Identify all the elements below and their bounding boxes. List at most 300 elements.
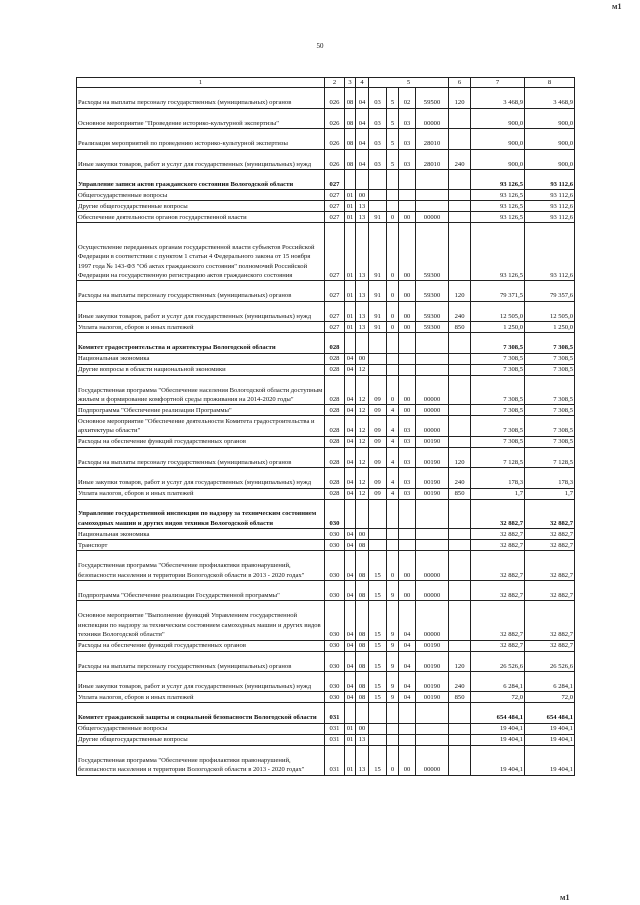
row-name-cell: Подпрограмма "Обеспечение реализации Программы" [77,405,325,416]
row-name-cell: Транспорт [77,540,325,551]
row-value-cell: 19 404,1 [471,745,525,775]
row-name-cell: Государственная программа "Обеспечение населения Вологодской области доступным жильем и формирование комфортной среды проживания на 2014-2020 годы" [77,375,325,405]
row-value-cell: 7 128,5 [471,447,525,467]
row-value-cell: 026 [325,129,345,149]
row-value-cell [449,375,471,405]
table-row [77,333,575,353]
row-value-cell: 19 404,1 [525,723,575,734]
row-value-cell: 12 [356,488,369,499]
row-value-cell [449,529,471,540]
row-value-cell: 1,7 [525,488,575,499]
row-value-cell [449,703,471,723]
row-value-cell: 59300 [416,301,449,321]
row-value-cell: 93 112,6 [525,201,575,212]
row-value-cell [416,734,449,745]
row-value-cell [416,723,449,734]
row-value-cell: 028 [325,364,345,375]
row-value-cell: 026 [325,88,345,108]
row-value-cell: 028 [325,436,345,447]
row-value-cell: 00 [399,375,416,405]
row-value-cell: 59500 [416,88,449,108]
row-value-cell [416,169,449,189]
row-value-cell: 0 [387,375,399,405]
row-name-cell: Реализация мероприятий по проведению историко-культурной экспертизы [77,129,325,149]
row-value-cell: 0 [387,322,399,333]
header-cell: 6 [449,78,471,88]
row-value-cell: 026 [325,108,345,128]
row-value-cell: 01 [345,223,356,281]
row-value-cell: 04 [345,436,356,447]
row-value-cell: 027 [325,322,345,333]
row-value-cell: 5 [387,108,399,128]
row-value-cell [369,734,387,745]
row-value-cell: 32 882,7 [525,581,575,601]
row-value-cell: 04 [345,692,356,703]
row-value-cell: 32 882,7 [471,540,525,551]
row-value-cell: 0 [387,745,399,775]
row-value-cell: 28010 [416,129,449,149]
row-value-cell: 0 [387,551,399,581]
row-value-cell: 04 [399,640,416,651]
row-value-cell: 4 [387,447,399,467]
row-value-cell: 32 882,7 [525,551,575,581]
row-value-cell: 4 [387,416,399,436]
row-value-cell [416,540,449,551]
row-value-cell [356,499,369,529]
row-value-cell: 900,0 [525,108,575,128]
row-value-cell: 00000 [416,212,449,223]
row-value-cell: 15 [369,745,387,775]
row-value-cell: 00 [356,190,369,201]
table-row [77,375,575,405]
row-value-cell: 00 [356,529,369,540]
row-value-cell: 93 126,5 [471,201,525,212]
row-name-cell: Основное мероприятие "Проведение историко-культурной экспертизы" [77,108,325,128]
row-value-cell [369,333,387,353]
row-value-cell [345,169,356,189]
table-row [77,540,575,551]
row-value-cell: 4 [387,405,399,416]
row-value-cell: 7 308,5 [471,333,525,353]
row-value-cell: 178,3 [525,468,575,488]
row-value-cell: 900,0 [471,149,525,169]
row-value-cell: 00190 [416,468,449,488]
row-value-cell [416,529,449,540]
row-value-cell: 93 112,6 [525,169,575,189]
row-value-cell: 0 [387,212,399,223]
row-value-cell [369,353,387,364]
row-value-cell: 7 308,5 [471,353,525,364]
row-value-cell: 028 [325,447,345,467]
row-value-cell: 027 [325,223,345,281]
row-name-cell: Управление записи актов гражданского состояния Вологодской области [77,169,325,189]
table-row [77,601,575,640]
row-value-cell: 32 882,7 [525,529,575,540]
row-value-cell: 12 505,0 [471,301,525,321]
row-value-cell: 32 882,7 [525,540,575,551]
row-value-cell: 031 [325,745,345,775]
row-name-cell: Основное мероприятие "Выполнение функций Управлением государственной инспекции по надзору за техническим состоянием самоходных машин и других видов техники Вологодской области" [77,601,325,640]
row-value-cell: 04 [399,672,416,692]
row-value-cell: 00000 [416,405,449,416]
row-value-cell: 7 308,5 [471,364,525,375]
row-value-cell [387,353,399,364]
row-value-cell: 19 404,1 [471,723,525,734]
row-value-cell: 654 484,1 [471,703,525,723]
row-value-cell: 850 [449,488,471,499]
row-name-cell: Управление государственной инспекции по надзору за техническим состоянием самоходных машин и других видов техники Вологодской области [77,499,325,529]
row-value-cell: 04 [345,447,356,467]
row-value-cell [369,364,387,375]
row-value-cell: 7 308,5 [525,364,575,375]
row-value-cell: 03 [369,88,387,108]
row-value-cell: 13 [356,281,369,301]
row-value-cell: 12 [356,364,369,375]
row-value-cell: 91 [369,212,387,223]
row-value-cell: 93 126,5 [471,169,525,189]
row-value-cell: 04 [356,108,369,128]
row-value-cell: 7 308,5 [525,416,575,436]
row-value-cell: 03 [369,149,387,169]
row-value-cell [416,703,449,723]
row-value-cell [449,436,471,447]
row-value-cell: 028 [325,488,345,499]
row-value-cell: 04 [399,692,416,703]
row-value-cell: 79 371,5 [471,281,525,301]
row-value-cell [399,540,416,551]
table-row [77,364,575,375]
row-value-cell [449,640,471,651]
row-value-cell: 59300 [416,223,449,281]
row-value-cell: 08 [356,672,369,692]
row-value-cell: 01 [345,212,356,223]
row-value-cell: 031 [325,703,345,723]
row-value-cell [399,333,416,353]
row-value-cell [449,190,471,201]
row-name-cell: Осуществление переданных органам государственной власти субъектов Российской Федерации в соответствии с пунктом 1 статьи 4 Федерального закона от 15 ноября 1997 года № 143-ФЗ "Об актах гражданского состояния" полномочий Российской Федерации на государственную регистрацию актов гражданского состояния [77,223,325,281]
row-value-cell [399,190,416,201]
row-name-cell: Иные закупки товаров, работ и услуг для государственных (муниципальных) нужд [77,149,325,169]
row-name-cell: Комитет градостроительства и архитектуры Вологодской области [77,333,325,353]
table-row [77,745,575,775]
row-value-cell: 26 526,6 [525,651,575,671]
row-value-cell: 08 [345,108,356,128]
row-value-cell: 09 [369,405,387,416]
table-row [77,149,575,169]
row-value-cell: 031 [325,723,345,734]
row-value-cell: 00190 [416,692,449,703]
row-value-cell [369,190,387,201]
row-value-cell: 15 [369,672,387,692]
header-row [77,78,575,88]
row-value-cell: 030 [325,540,345,551]
row-value-cell: 00190 [416,651,449,671]
row-value-cell: 028 [325,468,345,488]
row-value-cell: 13 [356,212,369,223]
row-value-cell: 240 [449,149,471,169]
row-value-cell: 08 [345,129,356,149]
row-value-cell: 12 [356,468,369,488]
row-value-cell: 120 [449,651,471,671]
row-value-cell [449,223,471,281]
row-value-cell [449,405,471,416]
row-value-cell: 120 [449,281,471,301]
row-value-cell: 120 [449,88,471,108]
row-value-cell: 01 [345,281,356,301]
corner-mark-top: м1 [612,2,622,11]
row-value-cell: 0 [387,301,399,321]
row-value-cell: 7 308,5 [525,375,575,405]
table-row [77,129,575,149]
row-value-cell: 08 [356,601,369,640]
row-value-cell: 028 [325,375,345,405]
row-value-cell [387,190,399,201]
table-row [77,416,575,436]
row-value-cell: 04 [345,651,356,671]
row-value-cell: 32 882,7 [471,640,525,651]
row-value-cell: 15 [369,601,387,640]
row-value-cell: 00 [399,301,416,321]
row-value-cell: 00190 [416,436,449,447]
row-value-cell: 09 [369,375,387,405]
row-value-cell: 93 126,5 [471,223,525,281]
row-value-cell: 00 [356,723,369,734]
row-value-cell [449,601,471,640]
row-value-cell: 93 112,6 [525,223,575,281]
row-value-cell [449,551,471,581]
table-row [77,212,575,223]
row-name-cell: Национальная экономика [77,529,325,540]
row-value-cell: 900,0 [525,149,575,169]
row-value-cell: 00000 [416,375,449,405]
row-value-cell: 01 [345,190,356,201]
row-value-cell: 03 [399,108,416,128]
header-cell: 7 [471,78,525,88]
row-name-cell: Расходы на обеспечение функций государственных органов [77,640,325,651]
row-value-cell: 030 [325,551,345,581]
row-value-cell [399,353,416,364]
row-value-cell: 027 [325,281,345,301]
table-row [77,723,575,734]
row-value-cell [369,529,387,540]
row-value-cell: 00000 [416,745,449,775]
row-value-cell [387,703,399,723]
row-value-cell: 4 [387,488,399,499]
row-value-cell: 12 [356,447,369,467]
table-row [77,88,575,108]
row-value-cell: 13 [356,322,369,333]
row-value-cell: 00190 [416,447,449,467]
row-value-cell [449,364,471,375]
table-row [77,499,575,529]
row-value-cell: 93 126,5 [471,190,525,201]
row-value-cell [369,169,387,189]
header-cell: 2 [325,78,345,88]
row-value-cell [416,201,449,212]
row-value-cell: 09 [369,468,387,488]
row-value-cell: 01 [345,745,356,775]
header-cell: 8 [525,78,575,88]
row-value-cell: 7 308,5 [525,353,575,364]
row-value-cell: 04 [345,488,356,499]
row-value-cell [345,703,356,723]
table-row [77,223,575,281]
row-value-cell: 19 404,1 [471,734,525,745]
row-name-cell: Государственная программа "Обеспечение профилактики правонарушений, безопасности населения и территории Вологодской области в 2013 - 2020 годах" [77,745,325,775]
row-value-cell: 850 [449,692,471,703]
row-value-cell: 01 [345,201,356,212]
header-cell: 4 [356,78,369,88]
row-value-cell: 030 [325,640,345,651]
row-value-cell: 03 [399,149,416,169]
row-value-cell: 030 [325,499,345,529]
row-value-cell [449,723,471,734]
row-value-cell: 03 [399,468,416,488]
row-value-cell [416,333,449,353]
row-value-cell: 04 [345,672,356,692]
row-name-cell: Основное мероприятие "Обеспечение деятельности Комитета градостроительства и архитектуры области" [77,416,325,436]
table-row [77,692,575,703]
row-value-cell: 08 [356,581,369,601]
row-value-cell: 900,0 [471,108,525,128]
header-cell: 3 [345,78,356,88]
row-value-cell: 5 [387,88,399,108]
table-row [77,447,575,467]
row-value-cell [449,201,471,212]
row-value-cell: 3 468,9 [525,88,575,108]
row-value-cell: 13 [356,201,369,212]
row-value-cell: 72,0 [471,692,525,703]
row-value-cell: 09 [369,416,387,436]
row-value-cell: 7 308,5 [525,333,575,353]
table-row [77,405,575,416]
row-value-cell: 7 308,5 [471,416,525,436]
row-value-cell: 04 [356,129,369,149]
header-cell: 1 [77,78,325,88]
row-value-cell: 9 [387,672,399,692]
row-value-cell: 030 [325,672,345,692]
row-name-cell: Иные закупки товаров, работ и услуг для государственных (муниципальных) нужд [77,672,325,692]
row-value-cell: 028 [325,405,345,416]
row-value-cell: 7 308,5 [471,375,525,405]
row-value-cell: 00000 [416,601,449,640]
row-value-cell: 00 [399,581,416,601]
row-value-cell: 00 [399,281,416,301]
row-name-cell: Национальная экономика [77,353,325,364]
row-name-cell: Обеспечение деятельности органов государственной власти [77,212,325,223]
row-value-cell: 03 [369,129,387,149]
row-value-cell: 59300 [416,281,449,301]
row-name-cell: Общегосударственные вопросы [77,723,325,734]
row-value-cell: 15 [369,692,387,703]
row-name-cell: Другие вопросы в области национальной экономики [77,364,325,375]
row-value-cell [387,499,399,529]
row-value-cell: 030 [325,529,345,540]
row-value-cell [399,723,416,734]
row-value-cell: 04 [345,468,356,488]
row-value-cell [449,108,471,128]
table-row [77,353,575,364]
row-value-cell: 00 [399,223,416,281]
row-value-cell [449,353,471,364]
page-number: 50 [316,42,324,50]
row-value-cell: 93 112,6 [525,212,575,223]
row-value-cell: 9 [387,651,399,671]
row-value-cell: 32 882,7 [471,601,525,640]
row-value-cell [369,499,387,529]
row-value-cell: 03 [399,129,416,149]
row-value-cell: 12 [356,375,369,405]
row-value-cell: 030 [325,651,345,671]
row-value-cell: 7 308,5 [471,436,525,447]
row-value-cell: 32 882,7 [525,640,575,651]
row-value-cell: 00 [399,322,416,333]
row-value-cell [449,745,471,775]
row-value-cell: 00 [399,745,416,775]
row-value-cell [345,333,356,353]
row-value-cell [356,333,369,353]
row-value-cell [387,734,399,745]
row-name-cell: Иные закупки товаров, работ и услуг для государственных (муниципальных) нужд [77,301,325,321]
row-value-cell: 028 [325,416,345,436]
row-value-cell [416,364,449,375]
row-value-cell: 32 882,7 [525,601,575,640]
row-name-cell: Подпрограмма "Обеспечение реализации Государственной программы" [77,581,325,601]
row-value-cell: 900,0 [471,129,525,149]
row-value-cell: 031 [325,734,345,745]
row-value-cell: 850 [449,322,471,333]
budget-table [76,77,575,776]
row-name-cell: Уплата налогов, сборов и иных платежей [77,488,325,499]
table-row [77,169,575,189]
row-value-cell: 59300 [416,322,449,333]
table-row [77,301,575,321]
table-row [77,640,575,651]
table-row [77,190,575,201]
row-value-cell: 13 [356,223,369,281]
row-value-cell: 32 882,7 [471,529,525,540]
row-value-cell: 08 [356,692,369,703]
row-value-cell: 15 [369,551,387,581]
row-value-cell: 3 468,9 [471,88,525,108]
row-name-cell: Уплата налогов, сборов и иных платежей [77,322,325,333]
row-value-cell: 7 308,5 [525,405,575,416]
row-value-cell: 91 [369,322,387,333]
table-row [77,108,575,128]
header-cell: 5 [369,78,449,88]
row-value-cell: 00190 [416,672,449,692]
row-value-cell [345,499,356,529]
row-value-cell: 1 250,0 [525,322,575,333]
row-value-cell: 28010 [416,149,449,169]
row-name-cell: Расходы на выплаты персоналу государственных (муниципальных) органов [77,281,325,301]
row-value-cell: 00 [399,551,416,581]
row-value-cell: 32 882,7 [525,499,575,529]
table-row [77,734,575,745]
row-value-cell: 0 [387,281,399,301]
row-value-cell: 08 [356,551,369,581]
row-value-cell [449,169,471,189]
row-value-cell: 32 882,7 [471,581,525,601]
row-value-cell: 04 [345,529,356,540]
row-value-cell: 91 [369,281,387,301]
row-value-cell: 030 [325,601,345,640]
row-value-cell [399,529,416,540]
table-row [77,672,575,692]
row-value-cell: 178,3 [471,468,525,488]
row-value-cell: 9 [387,581,399,601]
row-value-cell: 12 505,0 [525,301,575,321]
